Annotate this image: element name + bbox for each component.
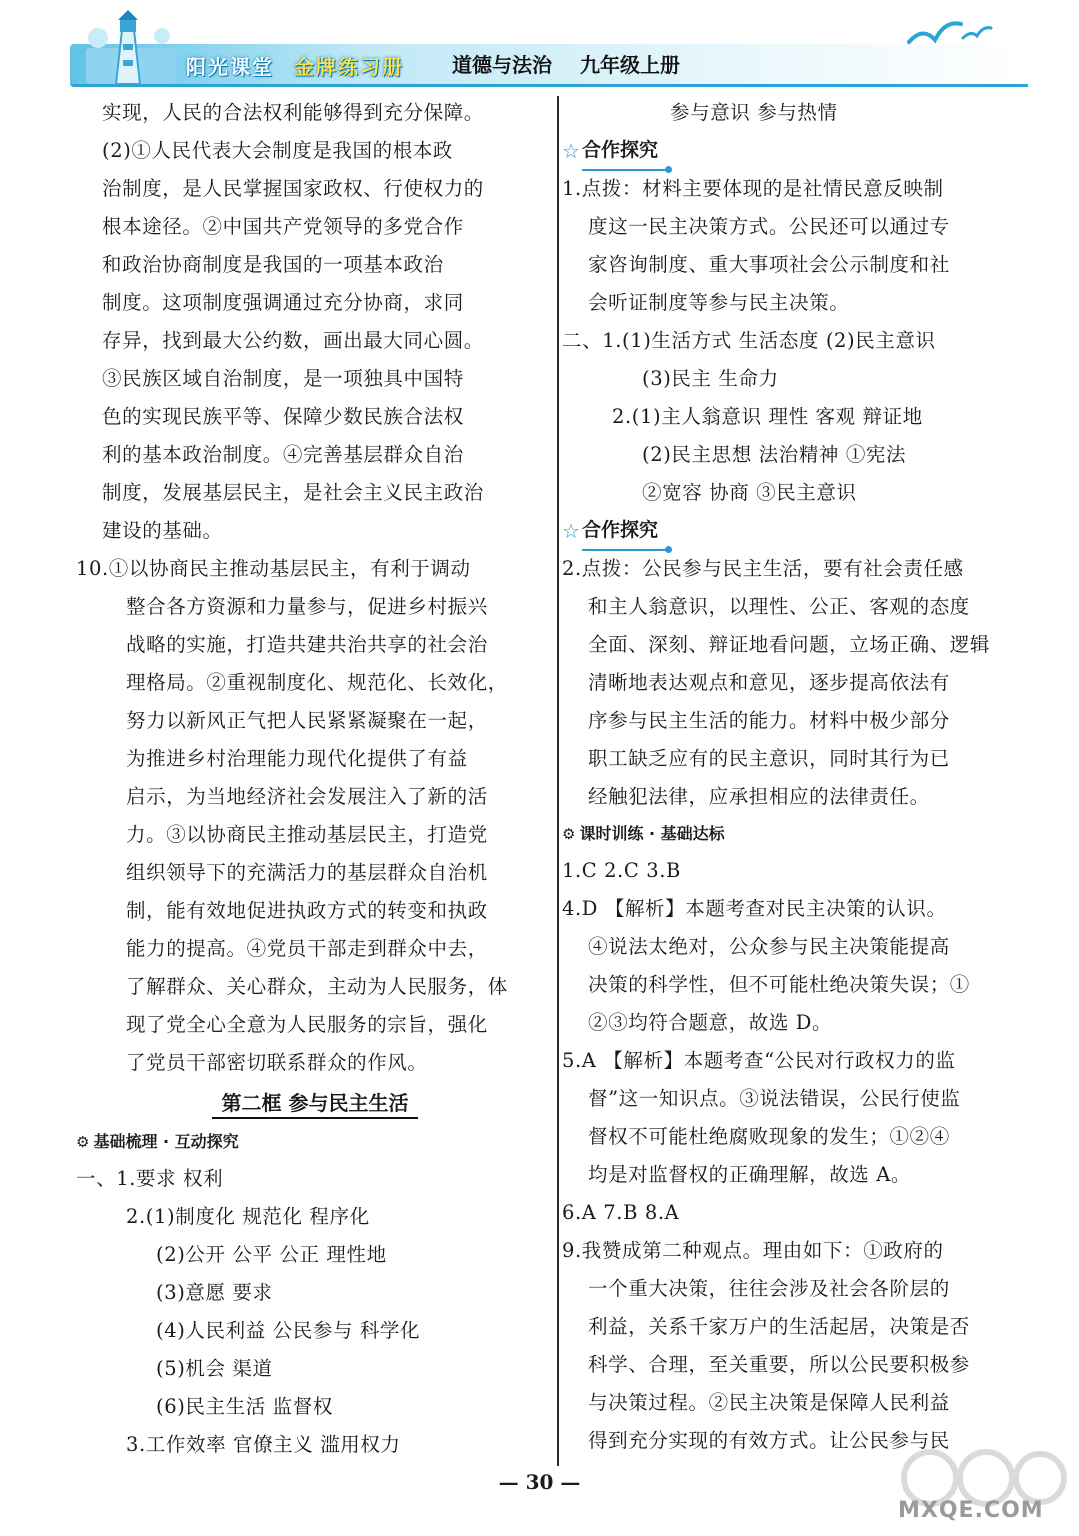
answer-line: 治制度，是人民掌握国家政权、行使权力的 xyxy=(102,177,484,200)
answer-line: 得到充分实现的有效方式。让公民参与民 xyxy=(588,1429,950,1452)
star-icon: ☆ xyxy=(562,139,580,163)
answer-line: 存异，找到最大公约数，画出最大同心圆。 xyxy=(102,329,484,352)
answer-line: (6)民主生活 监督权 xyxy=(156,1395,333,1418)
page-number: — 30 — xyxy=(498,1470,581,1494)
answer-line: ②③均符合题意，故选 D。 xyxy=(588,1011,833,1034)
column-divider xyxy=(557,96,559,1466)
answer-line: 1.点拨：材料主要体现的是社情民意反映制 xyxy=(562,177,944,200)
answer-line: 了党员干部密切联系群众的作风。 xyxy=(126,1051,428,1074)
answer-line: (2)民主思想 法治精神 ①宪法 xyxy=(642,443,907,466)
birds-icon xyxy=(905,12,995,58)
brand-title xyxy=(186,50,404,80)
coop-explore-heading xyxy=(562,132,1042,170)
answer-line: 督”这一知识点。③说法错误，公民行使监 xyxy=(588,1087,961,1110)
answer-line: 实现，人民的合法权利能够得到充分保障。 xyxy=(102,101,484,124)
answer-line: 力。③以协商民主推动基层民主，打造党 xyxy=(126,823,488,846)
answer-line: (3)意愿 要求 xyxy=(156,1281,273,1304)
section-tag-basic xyxy=(76,1124,554,1160)
answer-line: (3)民主 生命力 xyxy=(642,367,779,390)
left-fill-answers xyxy=(76,1160,554,1464)
section-tag-practice xyxy=(562,816,1042,852)
answer-line: 和主人翁意识，以理性、公正、客观的态度 xyxy=(588,595,970,618)
answer-line: 1.C 2.C 3.B xyxy=(562,859,681,882)
answer-line: 参与意识 参与热情 xyxy=(670,101,838,124)
answer-line: 能力的提高。④党员干部走到群众中去， xyxy=(126,937,488,960)
answer-line: 10.①以协商民主推动基层民主，有利于调动 xyxy=(76,557,471,580)
right-column xyxy=(562,94,1042,1460)
answer-line: 全面、深刻、辩证地看问题，立场正确、逻辑 xyxy=(588,633,991,656)
answer-line: 启示，为当地经济社会发展注入了新的活 xyxy=(126,785,488,808)
section-title xyxy=(76,1082,554,1124)
answer-line: 科学、合理，至关重要，所以公民要积极参 xyxy=(588,1353,970,1376)
left-column xyxy=(76,94,554,1464)
left-answer-lines xyxy=(76,94,554,1082)
answer-line: 9.我赞成第二种观点。理由如下：①政府的 xyxy=(562,1239,944,1262)
right-block-1 xyxy=(562,170,1042,512)
answer-line: ②宽容 协商 ③民主意识 xyxy=(642,481,857,504)
answer-line: (4)人民利益 公民参与 科学化 xyxy=(156,1319,421,1342)
answer-line: 2.(1)主人翁意识 理性 客观 辩证地 xyxy=(612,405,923,428)
answer-line: 建设的基础。 xyxy=(102,519,223,542)
answer-line: 职工缺乏应有的民主意识，同时其行为已 xyxy=(588,747,950,770)
answer-line: 家咨询制度、重大事项社会公示制度和社 xyxy=(588,253,950,276)
answer-line: 序参与民主生活的能力。材料中极少部分 xyxy=(588,709,950,732)
answer-line: 战略的实施，打造共建共治共享的社会治 xyxy=(126,633,488,656)
answer-line: (2)公开 公平 公正 理性地 xyxy=(156,1243,387,1266)
answer-line: ③民族区域自治制度，是一项独具中国特 xyxy=(102,367,464,390)
brand-title-1: 阳光课堂 xyxy=(186,54,274,79)
page-header xyxy=(0,0,1079,92)
answer-line: 4.D 【解析】本题考查对民主决策的认识。 xyxy=(562,897,947,920)
answer-line: (2)①人民代表大会制度是我国的根本政 xyxy=(102,139,454,162)
answer-line: 一个重大决策，往往会涉及社会各阶层的 xyxy=(588,1277,950,1300)
brand-title-2: 金牌练习册 xyxy=(294,54,404,79)
answer-line: 利的基本政治制度。④完善基层群众自治 xyxy=(102,443,464,466)
answer-line: 色的实现民族平等、保障少数民族合法权 xyxy=(102,405,464,428)
answer-line: 组织领导下的充满活力的基层群众自治机 xyxy=(126,861,488,884)
answer-line: 5.A 【解析】本题考查“公民对行政权力的监 xyxy=(562,1049,956,1072)
answer-line: 经触犯法律，应承担相应的法律责任。 xyxy=(588,785,930,808)
lighthouse-logo-icon xyxy=(76,8,186,88)
section-tag-text: 基础梳理 · 互动探究 xyxy=(93,1132,239,1151)
section-title-text: 第二框 参与民主生活 xyxy=(212,1091,419,1119)
answer-line: 均是对监督权的正确理解，故选 A。 xyxy=(588,1163,911,1186)
answer-line: 6.A 7.B 8.A xyxy=(562,1201,680,1224)
answer-line: 3.工作效率 官僚主义 滥用权力 xyxy=(126,1433,401,1456)
star-icon: ☆ xyxy=(562,519,580,543)
answer-line: 制度，发展基层民主，是社会主义民主政治 xyxy=(102,481,484,504)
answer-line: 2.点拨：公民参与民主生活，要有社会责任感 xyxy=(562,557,964,580)
subject-info xyxy=(452,48,680,78)
answer-line: 制度。这项制度强调通过充分协商，求同 xyxy=(102,291,464,314)
coop-label: 合作探究 xyxy=(582,131,672,171)
answer-line: 制，能有效地促进执政方式的转变和执政 xyxy=(126,899,488,922)
answer-line: 努力以新风正气把人民紧紧凝聚在一起， xyxy=(126,709,488,732)
answer-line: 督权不可能杜绝腐败现象的发生；①②④ xyxy=(588,1125,950,1148)
section-tag-text: 课时训练 · 基础达标 xyxy=(579,824,725,843)
answer-line: 决策的科学性，但不可能杜绝决策失误；① xyxy=(588,973,970,996)
right-block-3 xyxy=(562,852,1042,1460)
answer-line: 现了党全心全意为人民服务的宗旨，强化 xyxy=(126,1013,488,1036)
gear-icon: ⚙ xyxy=(562,825,576,843)
answer-line: 理格局。②重视制度化、规范化、长效化， xyxy=(126,671,508,694)
answer-line: 为推进乡村治理能力现代化提供了有益 xyxy=(126,747,468,770)
answer-line: 和政治协商制度是我国的一项基本政治 xyxy=(102,253,444,276)
subject-name: 道德与法治 xyxy=(452,52,552,77)
answer-line: 整合各方资源和力量参与，促进乡村振兴 xyxy=(126,595,488,618)
answer-line: 与决策过程。②民主决策是保障人民利益 xyxy=(588,1391,950,1414)
right-block-2 xyxy=(562,550,1042,816)
answer-line: 根本途径。②中国共产党领导的多党合作 xyxy=(102,215,464,238)
answer-line: 二、1.(1)生活方式 生活态度 (2)民主意识 xyxy=(562,329,936,352)
coop-label: 合作探究 xyxy=(582,511,672,551)
answer-line: 利益，关系千家万户的生活起居，决策是否 xyxy=(588,1315,970,1338)
answer-line: 清晰地表达观点和意见，逐步提高依法有 xyxy=(588,671,950,694)
answer-line: (5)机会 渠道 xyxy=(156,1357,273,1380)
answer-line: 会听证制度等参与民主决策。 xyxy=(588,291,850,314)
answer-line: 了解群众、关心群众，主动为人民服务，体 xyxy=(126,975,508,998)
gear-icon: ⚙ xyxy=(76,1133,90,1151)
grade-name: 九年级上册 xyxy=(580,52,680,77)
answer-line: 度这一民主决策方式。公民还可以通过专 xyxy=(588,215,950,238)
watermark-text: MXQE.COM xyxy=(898,1498,1044,1523)
answer-line: 2.(1)制度化 规范化 程序化 xyxy=(126,1205,370,1228)
answer-line: ④说法太绝对，公众参与民主决策能提高 xyxy=(588,935,950,958)
answer-line: 一、1.要求 权利 xyxy=(76,1167,224,1190)
coop-explore-heading xyxy=(562,512,1042,550)
